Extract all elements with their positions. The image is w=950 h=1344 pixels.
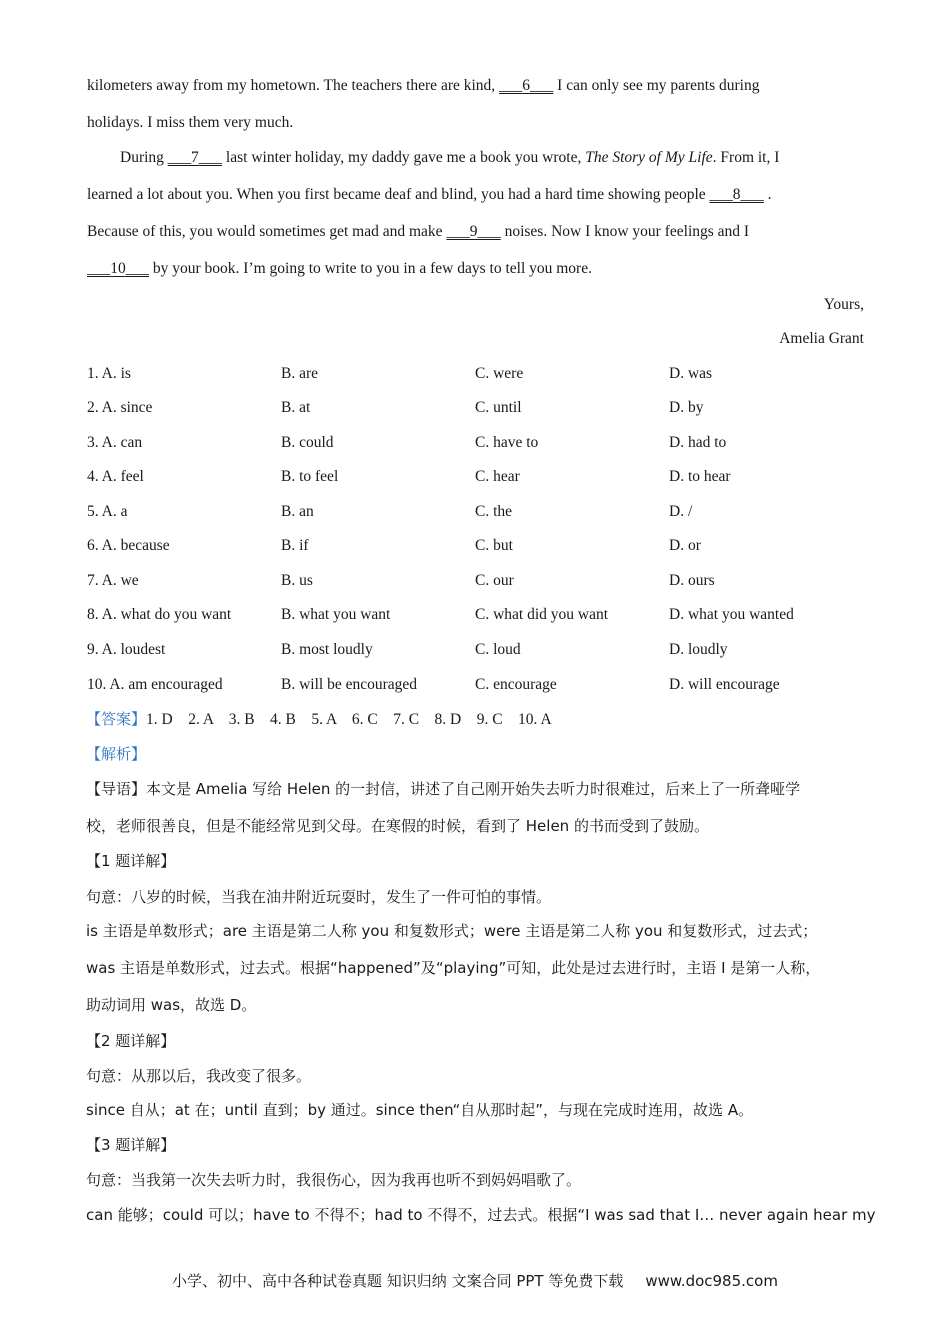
- letter-text: last winter holiday, my daddy gave me a book you wrote,: [222, 149, 586, 166]
- option-d: D. /: [669, 503, 693, 520]
- q1-explanation: 助动词用 was，故选 D。: [86, 996, 257, 1014]
- guide-line: 校，老师很善良，但是不能经常见到父母。在寒假的时候，看到了 Helen 的书而受到了鼓励。: [86, 817, 709, 835]
- option-c: C. but: [475, 537, 513, 554]
- option-c: C. encourage: [475, 676, 557, 693]
- letter-text: learned a lot about you. When you first became deaf and blind, you had a hard time showing people: [87, 186, 710, 203]
- option-d: D. to hear: [669, 468, 731, 485]
- page-footer: [0, 1270, 950, 1291]
- letter-line: [120, 148, 779, 168]
- option-c: C. loud: [475, 641, 521, 658]
- blank-9: ___9___: [446, 223, 501, 240]
- option-a: 2. A. since: [87, 399, 153, 416]
- letter-text: I can only see my parents during: [553, 77, 760, 94]
- q3-heading: 【3 题详解】: [86, 1136, 176, 1154]
- guide-line: 【导语】本文是 Amelia 写给 Helen 的一封信，讲述了自己刚开始失去听力时很难过，后来上了一所聋哑学: [86, 780, 801, 798]
- blank-7: ___7___: [167, 149, 223, 166]
- option-a: 10. A. am encouraged: [87, 676, 223, 693]
- letter-line: [87, 259, 592, 279]
- option-d: D. or: [669, 537, 701, 554]
- q1-explanation: is 主语是单数形式；are 主语是第二人称 you 和复数形式；were 主语是第二人称 you 和复数形式，过去式；: [86, 922, 818, 940]
- letter-text: Because of this, you would sometimes get mad and make: [87, 223, 447, 240]
- blank-10: ___10___: [87, 260, 149, 277]
- q1-heading: 【1 题详解】: [86, 852, 176, 870]
- option-b: B. could: [281, 434, 334, 451]
- answer-label: 【答案】: [86, 710, 147, 728]
- option-b: B. if: [281, 537, 309, 554]
- answer-line: [86, 709, 552, 730]
- option-b: B. are: [281, 365, 319, 382]
- option-a: 1. A. is: [87, 365, 131, 382]
- q2-heading: 【2 题详解】: [86, 1032, 176, 1050]
- letter-line: [87, 185, 772, 205]
- letter-text: During: [120, 149, 168, 166]
- letter-line: holidays. I miss them very much.: [87, 114, 294, 131]
- option-d: D. what you wanted: [669, 606, 794, 623]
- letter-text: .: [763, 186, 772, 203]
- option-c: C. hear: [475, 468, 520, 485]
- option-c: C. what did you want: [475, 606, 609, 623]
- option-d: D. was: [669, 365, 713, 382]
- option-c: C. have to: [475, 434, 539, 451]
- q2-meaning: 句意：从那以后，我改变了很多。: [86, 1067, 312, 1085]
- q3-explanation: can 能够；could 可以；have to 不得不；had to 不得不，过去式。根据“I was sad that I… never again hear my: [86, 1206, 876, 1224]
- option-b: B. at: [281, 399, 311, 416]
- blank-8: ___8___: [709, 186, 764, 203]
- q2-explanation: since 自从；at 在；until 直到；by 通过。since then“自从那时起”，与现在完成时连用，故选 A。: [86, 1101, 754, 1119]
- option-a: 8. A. what do you want: [87, 606, 232, 623]
- option-c: C. until: [475, 399, 522, 416]
- option-d: D. by: [669, 399, 704, 416]
- option-d: D. will encourage: [669, 676, 780, 693]
- letter-text: noises. Now I know your feelings and I: [500, 223, 750, 240]
- option-d: D. had to: [669, 434, 727, 451]
- q3-meaning: 句意：当我第一次失去听力时，我很伤心，因为我再也听不到妈妈唱歌了。: [86, 1171, 582, 1189]
- option-a: 7. A. we: [87, 572, 139, 589]
- letter-closing: Yours,: [823, 296, 864, 313]
- option-a: 9. A. loudest: [87, 641, 166, 658]
- option-a: 4. A. feel: [87, 468, 144, 485]
- analysis-label: 【解析】: [86, 745, 147, 763]
- option-b: B. us: [281, 572, 313, 589]
- option-b: B. will be encouraged: [281, 676, 418, 693]
- option-d: D. loudly: [669, 641, 728, 658]
- option-b: B. what you want: [281, 606, 391, 623]
- book-title: The Story of My Life: [585, 149, 713, 166]
- option-d: D. ours: [669, 572, 715, 589]
- letter-signature: Amelia Grant: [779, 330, 864, 347]
- blank-6: ___6___: [499, 77, 554, 94]
- letter-line: [87, 76, 759, 96]
- q1-meaning: 句意：八岁的时候，当我在油井附近玩耍时，发生了一件可怕的事情。: [86, 888, 552, 906]
- letter-text: kilometers away from my hometown. The teachers there are kind,: [87, 77, 500, 94]
- option-a: 3. A. can: [87, 434, 143, 451]
- option-b: B. an: [281, 503, 314, 520]
- q1-explanation: was 主语是单数形式，过去式。根据“happened”及“playing”可知，此处是过去进行时，主语 I 是第一人称，: [86, 959, 821, 977]
- option-c: C. were: [475, 365, 524, 382]
- option-c: C. the: [475, 503, 513, 520]
- option-c: C. our: [475, 572, 514, 589]
- answer-text: 1. D 2. A 3. B 4. B 5. A 6. C 7. C 8. D 9. C 10. A: [146, 711, 552, 728]
- option-b: B. most loudly: [281, 641, 373, 658]
- letter-text: by your book. I’m going to write to you in a few days to tell you more.: [149, 260, 592, 277]
- letter-text: . From it, I: [712, 149, 780, 166]
- footer-url[interactable]: www.doc985.com: [645, 1272, 778, 1290]
- footer-text: 小学、初中、高中各种试卷真题 知识归纳 文案合同 PPT 等免费下载: [172, 1272, 624, 1290]
- option-a: 5. A. a: [87, 503, 128, 520]
- option-b: B. to feel: [281, 468, 339, 485]
- letter-line: [87, 222, 749, 242]
- option-a: 6. A. because: [87, 537, 170, 554]
